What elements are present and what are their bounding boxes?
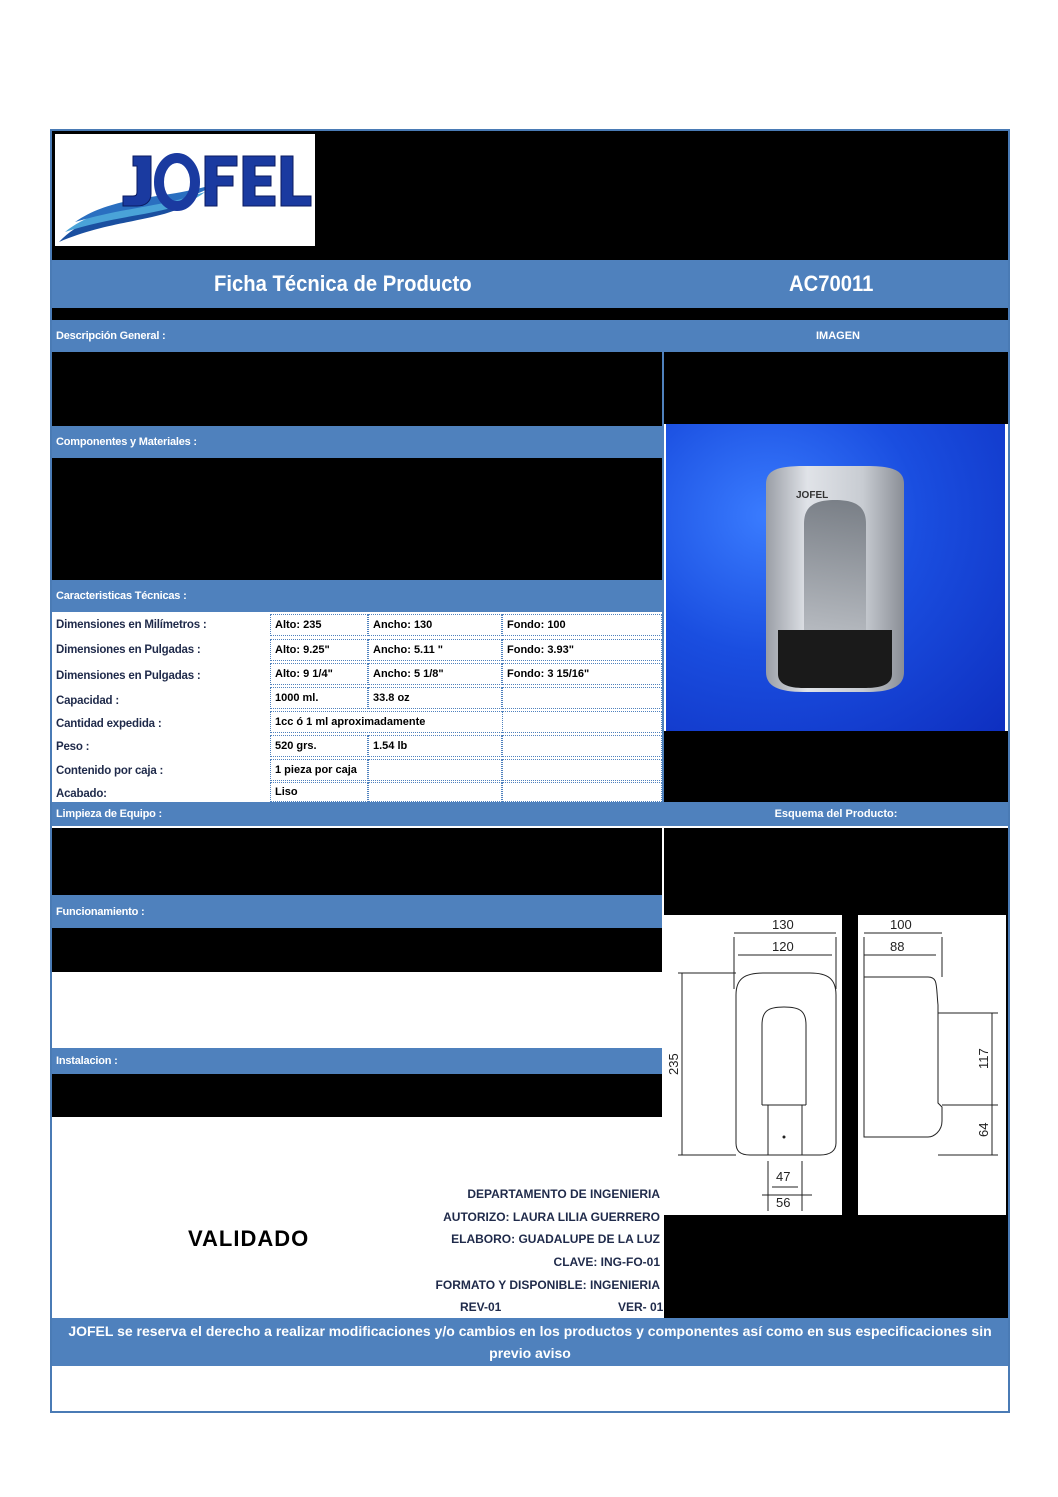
- funcionamiento-label: Funcionamiento :: [56, 905, 145, 918]
- componentes-label: Componentes y Materiales :: [56, 436, 197, 448]
- notice-bar: [52, 1318, 1008, 1366]
- spec-value: [502, 687, 662, 709]
- table-row: [52, 638, 662, 662]
- spec-value: 1cc ó 1 ml aproximadamente: [270, 711, 502, 733]
- spec-value: Fondo: 100: [502, 614, 662, 636]
- spec-value: 1.54 lb: [368, 735, 502, 757]
- dim-130: 130: [772, 917, 794, 932]
- table-row: [52, 782, 662, 802]
- logo-header: [52, 131, 1008, 248]
- footer-elaboro: ELABORO: GUADALUPE DE LA LUZ: [451, 1232, 660, 1246]
- table-row: [52, 686, 662, 710]
- esquema-top-black: [664, 828, 1008, 915]
- dim-117: 117: [976, 1048, 991, 1069]
- spec-value: Ancho: 5.11 ": [368, 639, 502, 661]
- instalacion-content: [52, 1074, 662, 1117]
- esquema-bottom-black: [664, 1215, 1008, 1318]
- instalacion-label: Instalacion :: [56, 1055, 118, 1067]
- section-caracteristicas: [52, 580, 662, 612]
- title-bar: [52, 260, 1008, 308]
- dim-88: 88: [890, 939, 905, 954]
- imagen-label: IMAGEN: [816, 330, 860, 342]
- title-gap: [52, 248, 1008, 260]
- spec-value: [502, 735, 662, 757]
- spec-label: Dimensiones en Pulgadas :: [56, 644, 201, 656]
- image-top-black: [664, 352, 1008, 424]
- dispenser-photo-icon: [666, 424, 1005, 731]
- dim-47: 47: [776, 1169, 791, 1184]
- table-row: [52, 734, 662, 758]
- spec-label: Contenido por caja :: [56, 765, 164, 777]
- table-row: [52, 612, 662, 638]
- section-instalacion: [52, 1048, 662, 1074]
- product-image: [666, 424, 1005, 731]
- spec-value: Ancho: 5 1/8": [368, 663, 502, 685]
- product-code: AC70011: [789, 271, 874, 296]
- jofel-logo-icon: [55, 134, 315, 246]
- logo-panel: [55, 134, 315, 246]
- side-view-icon: [858, 915, 1006, 1215]
- notice-text: JOFEL se reserva el derecho a realizar modificaciones y/o cambios en los productos y componentes así como en sus especificaciones sin previo aviso: [68, 1323, 992, 1361]
- front-view-icon: [664, 915, 842, 1215]
- componentes-content: [52, 458, 662, 580]
- dim-235: 235: [666, 1053, 681, 1075]
- spec-value: Alto: 9.25": [270, 639, 368, 661]
- footer-dept: DEPARTAMENTO DE INGENIERIA: [467, 1187, 660, 1201]
- spec-label: Acabado:: [56, 788, 107, 800]
- validado-stamp: VALIDADO: [188, 1226, 310, 1251]
- limpieza-content: [52, 828, 662, 895]
- footer-clave: CLAVE: ING-FO-01: [553, 1255, 660, 1269]
- spec-value: Fondo: 3.93": [502, 639, 662, 661]
- dim-120: 120: [772, 939, 794, 954]
- spec-label: Capacidad :: [56, 695, 119, 707]
- spec-label: Dimensiones en Milímetros :: [56, 619, 207, 631]
- spec-label: Cantidad expedida :: [56, 718, 162, 730]
- spec-value: [502, 759, 662, 781]
- caracteristicas-label: Caracteristicas Técnicas :: [56, 590, 187, 602]
- spec-value: 520 grs.: [270, 735, 368, 757]
- footer-rev: REV-01: [460, 1300, 502, 1314]
- spec-value: [368, 759, 502, 781]
- section-funcionamiento: [52, 895, 662, 928]
- spec-value: Fondo: 3 15/16": [502, 663, 662, 685]
- spec-value: [502, 782, 662, 802]
- side-view-drawing: [858, 915, 1006, 1215]
- esquema-label: Esquema del Producto:: [774, 808, 898, 820]
- spec-label: Peso :: [56, 741, 90, 753]
- spec-value: 1000 ml.: [270, 687, 368, 709]
- descripcion-label: Descripción General :: [56, 330, 166, 342]
- spec-value: [502, 711, 662, 733]
- spec-value: Alto: 9 1/4": [270, 663, 368, 685]
- specs-table: [52, 612, 662, 802]
- section-componentes: [52, 426, 662, 458]
- funcionamiento-content: [52, 928, 662, 972]
- footer-ver: VER- 01: [618, 1300, 664, 1314]
- table-row: [52, 710, 662, 734]
- spec-label: Dimensiones en Pulgadas :: [56, 670, 201, 682]
- descripcion-content: [52, 352, 662, 426]
- spec-value: Alto: 235: [270, 614, 368, 636]
- limpieza-label: Limpieza de Equipo :: [56, 808, 163, 820]
- footer-autorizo: AUTORIZO: LAURA LILIA GUERRERO: [443, 1210, 660, 1224]
- svg-text:JOFEL: JOFEL: [796, 490, 829, 501]
- front-view-drawing: [664, 915, 842, 1215]
- dim-64: 64: [976, 1122, 991, 1137]
- image-bottom-black: [664, 731, 1008, 802]
- dim-100: 100: [890, 917, 912, 932]
- table-row: [52, 662, 662, 686]
- spec-value: 1 pieza por caja: [270, 759, 368, 781]
- title-gap-bottom: [52, 308, 1008, 320]
- spec-value: 33.8 oz: [368, 687, 502, 709]
- spec-value: Liso: [270, 782, 368, 802]
- spec-value: Ancho: 130: [368, 614, 502, 636]
- spec-value: [368, 782, 502, 802]
- table-row: [52, 758, 662, 782]
- dim-56: 56: [776, 1195, 791, 1210]
- page-title: Ficha Técnica de Producto: [214, 271, 472, 296]
- footer-formato: FORMATO Y DISPONIBLE: INGENIERIA: [435, 1278, 660, 1292]
